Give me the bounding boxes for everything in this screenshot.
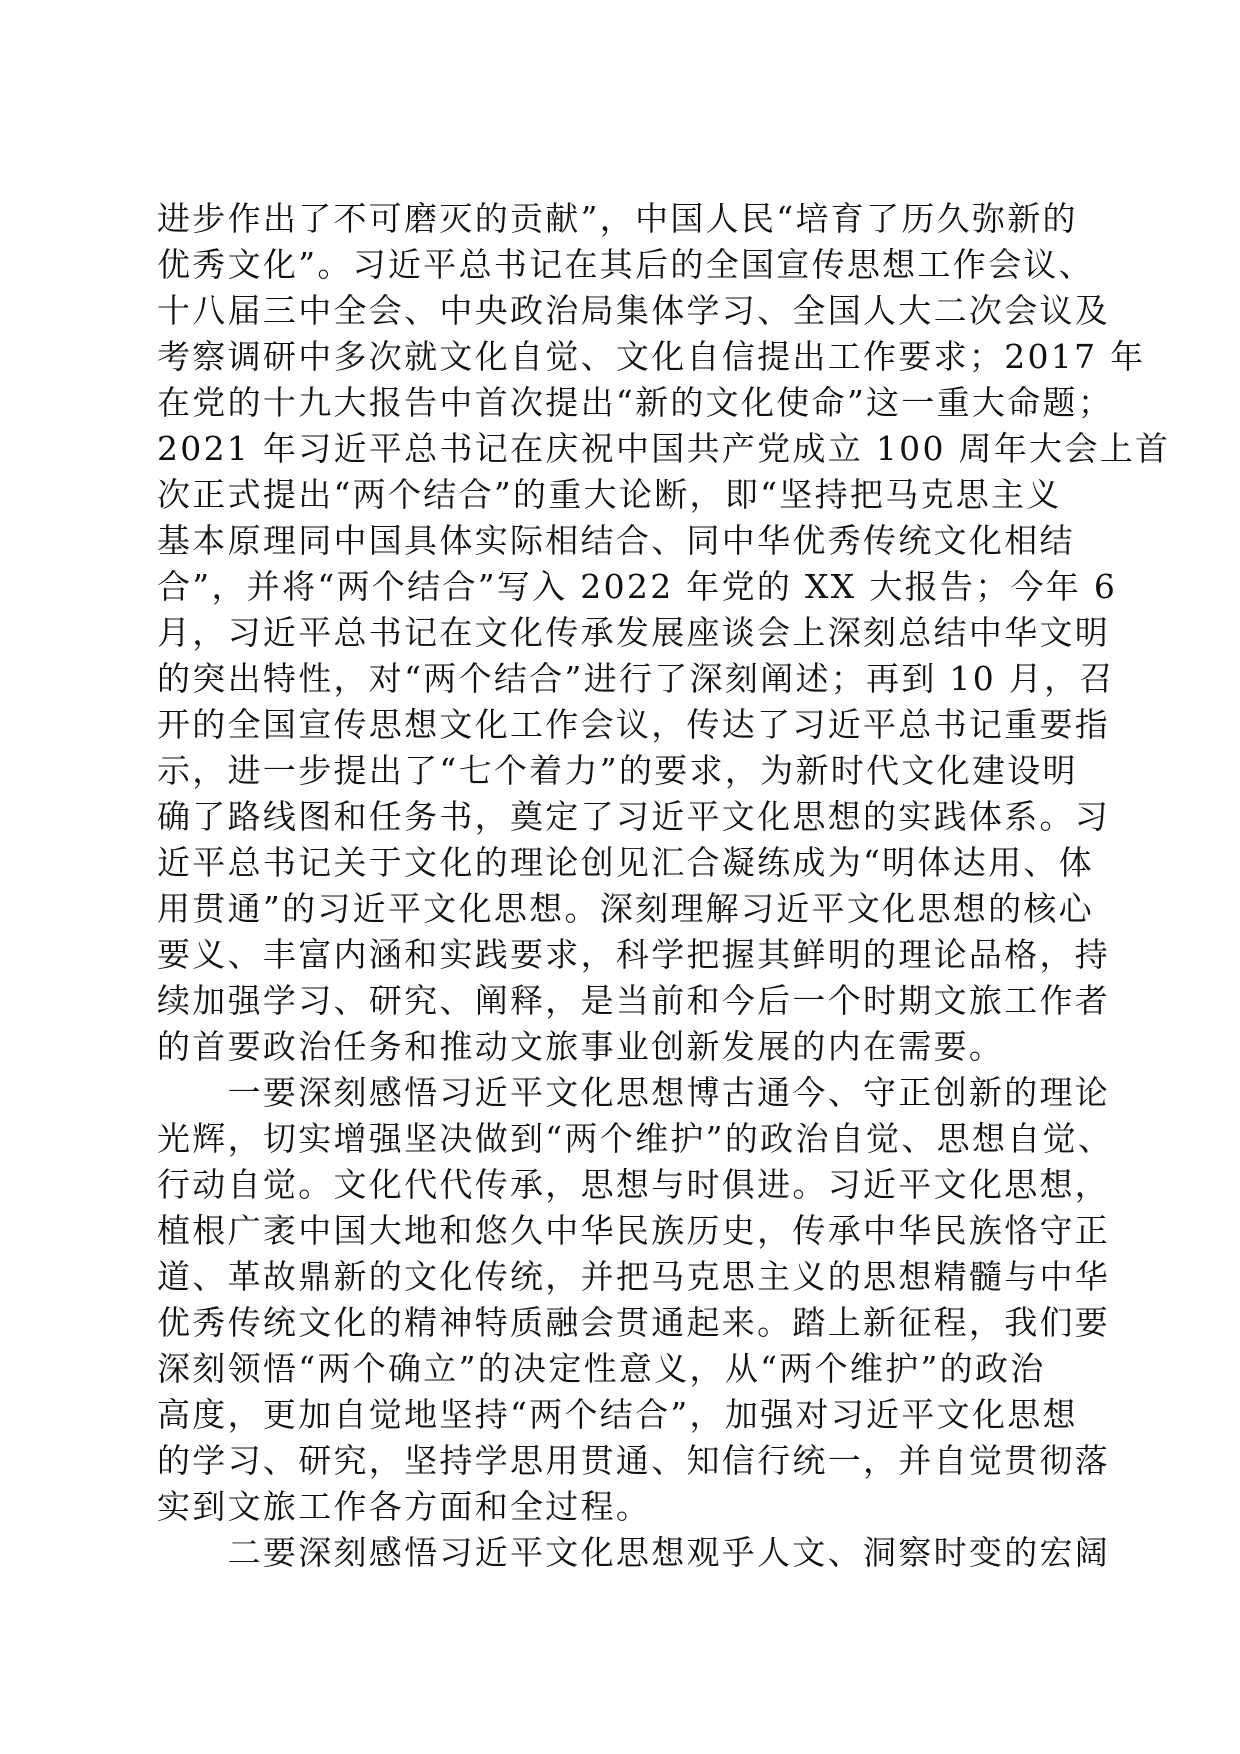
text-line: 行动自觉。文化代代传承，思想与时俱进。习近平文化思想，	[157, 1165, 1111, 1204]
text-line: 开的全国宣传思想文化工作会议，传达了习近平总书记重要指	[157, 705, 1111, 744]
text-line: 优秀传统文化的精神特质融会贯通起来。踏上新征程，我们要	[157, 1303, 1111, 1342]
body-text	[157, 196, 1171, 1576]
text-line: 2021 年习近平总书记在庆祝中国共产党成立 100 周年大会上首	[157, 429, 1171, 468]
text-line: 合”，并将“两个结合”写入 2022 年党的 XX 大报告；今年 6	[157, 567, 1118, 606]
text-line: 道、革故鼎新的文化传统，并把马克思主义的思想精髓与中华	[157, 1257, 1111, 1296]
text-line: 的首要政治任务和推动文旅事业创新发展的内在需要。	[157, 1027, 1005, 1066]
text-line: 实到文旅工作各方面和全过程。	[157, 1487, 652, 1526]
text-line: 的学习、研究，坚持学思用贯通、知信行统一，并自觉贯彻落	[157, 1441, 1111, 1480]
text-line: 十八届三中全会、中央政治局集体学习、全国人大二次会议及	[157, 291, 1111, 330]
text-line: 植根广袤中国大地和悠久中华民族历史，传承中华民族恪守正	[157, 1211, 1111, 1250]
text-line: 优秀文化”。习近平总书记在其后的全国宣传思想工作会议、	[157, 245, 1094, 284]
text-line: 确了路线图和任务书，奠定了习近平文化思想的实践体系。习	[157, 797, 1111, 836]
text-line: 的突出特性，对“两个结合”进行了深刻阐述；再到 10 月，召	[157, 659, 1115, 698]
paragraph-start-line: 二要深刻感悟习近平文化思想观乎人文、洞察时变的宏阔	[157, 1533, 1111, 1572]
text-line: 近平总书记关于文化的理论创见汇合凝练成为“明体达用、体	[157, 843, 1094, 882]
paragraph-start-line: 一要深刻感悟习近平文化思想博古通今、守正创新的理论	[157, 1073, 1111, 1112]
text-line: 光辉，切实增强坚决做到“两个维护”的政治自觉、思想自觉、	[157, 1119, 1114, 1158]
text-line: 深刻领悟“两个确立”的决定性意义，从“两个维护”的政治	[157, 1349, 1046, 1388]
text-line: 在党的十九大报告中首次提出“新的文化使命”这一重大命题；	[157, 383, 1114, 422]
text-line: 次正式提出“两个结合”的重大论断，即“坚持把马克思主义	[157, 475, 1062, 514]
text-line: 进步作出了不可磨灭的贡献”，中国人民“培育了历久弥新的	[157, 199, 1078, 238]
text-line: 考察调研中多次就文化自觉、文化自信提出工作要求；2017 年	[157, 337, 1146, 376]
text-line: 要义、丰富内涵和实践要求，科学把握其鲜明的理论品格，持	[157, 935, 1111, 974]
text-line: 基本原理同中国具体实际相结合、同中华优秀传统文化相结	[157, 521, 1075, 560]
text-line: 月，习近平总书记在文化传承发展座谈会上深刻总结中华文明	[157, 613, 1111, 652]
text-line: 示，进一步提出了“七个着力”的要求，为新时代文化建设明	[157, 751, 1078, 790]
text-line: 续加强学习、研究、阐释，是当前和今后一个时期文旅工作者	[157, 981, 1111, 1020]
text-line: 高度，更加自觉地坚持“两个结合”，加强对习近平文化思想	[157, 1395, 1078, 1434]
text-line: 用贯通”的习近平文化思想。深刻理解习近平文化思想的核心	[157, 889, 1094, 928]
